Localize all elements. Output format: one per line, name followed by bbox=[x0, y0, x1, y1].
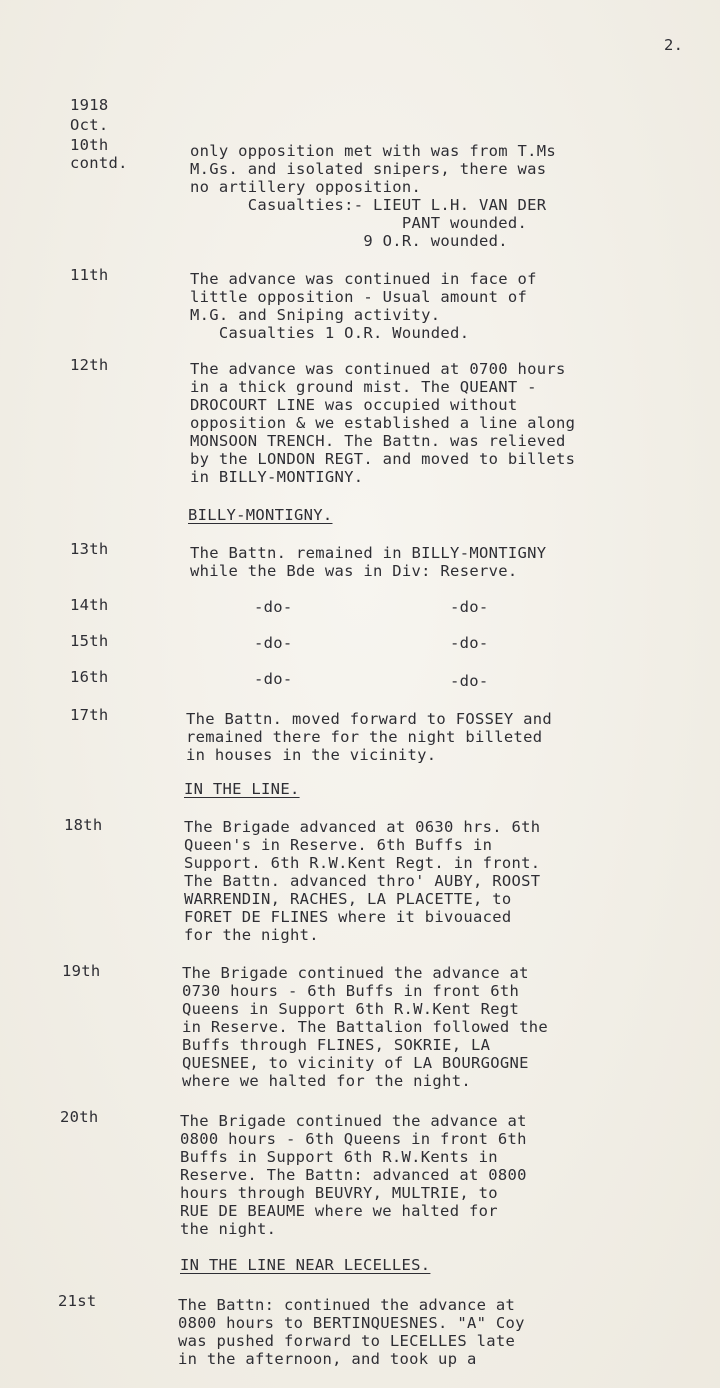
entry-line: in BILLY-MONTIGNY. bbox=[190, 468, 364, 486]
entry-line: PANT wounded. bbox=[190, 214, 528, 232]
ditto-mark: -do- bbox=[450, 634, 489, 652]
entry-line: M.G. and Sniping activity. bbox=[190, 306, 441, 324]
ditto-mark: -do- bbox=[254, 670, 293, 688]
entry-line: The Brigade continued the advance at bbox=[180, 1112, 527, 1130]
entry-line: Casualties:- LIEUT L.H. VAN DER bbox=[190, 196, 547, 214]
entry-line: RUE DE BEAUME where we halted for bbox=[180, 1202, 498, 1220]
date-year: 1918 bbox=[70, 96, 109, 114]
entry-line: The Battn. advanced thro' AUBY, ROOST bbox=[184, 872, 541, 890]
entry-day: 13th bbox=[70, 540, 109, 558]
entry-line: WARRENDIN, RACHES, LA PLACETTE, to bbox=[184, 890, 512, 908]
entry-day: 14th bbox=[70, 596, 109, 614]
entry-line: by the LONDON REGT. and moved to billets bbox=[190, 450, 576, 468]
entry-line: Reserve. The Battn: advanced at 0800 bbox=[180, 1166, 527, 1184]
entry-line: in houses in the vicinity. bbox=[186, 746, 437, 764]
entry-day: 17th bbox=[70, 706, 109, 724]
entry-day: 12th bbox=[70, 356, 109, 374]
entry-line: 0730 hours - 6th Buffs in front 6th bbox=[182, 982, 520, 1000]
entry-line: was pushed forward to LECELLES late bbox=[178, 1332, 516, 1350]
entry-line: Casualties 1 O.R. Wounded. bbox=[190, 324, 470, 342]
entry-line: for the night. bbox=[184, 926, 319, 944]
entry-line: Queens in Support 6th R.W.Kent Regt bbox=[182, 1000, 520, 1018]
entry-line: The advance was continued in face of bbox=[190, 270, 537, 288]
entry-line: Support. 6th R.W.Kent Regt. in front. bbox=[184, 854, 541, 872]
entry-line: Buffs in Support 6th R.W.Kents in bbox=[180, 1148, 498, 1166]
entry-day: 21st bbox=[58, 1292, 97, 1310]
entry-line: 0800 hours - 6th Queens in front 6th bbox=[180, 1130, 527, 1148]
entry-day: 19th bbox=[62, 962, 101, 980]
entry-line: 9 O.R. wounded. bbox=[190, 232, 508, 250]
entry-line: 0800 hours to BERTINQUESNES. "A" Coy bbox=[178, 1314, 525, 1332]
entry-line: The Battn: continued the advance at bbox=[178, 1296, 516, 1314]
ditto-mark: -do- bbox=[450, 672, 489, 690]
entry-line: QUESNEE, to vicinity of LA BOURGOGNE bbox=[182, 1054, 529, 1072]
page-number: 2. bbox=[664, 36, 684, 54]
entry-line: no artillery opposition. bbox=[190, 178, 422, 196]
section-heading: IN THE LINE. bbox=[184, 780, 300, 798]
entry-line: Buffs through FLINES, SOKRIE, LA bbox=[182, 1036, 491, 1054]
entry-line: The Battn. moved forward to FOSSEY and bbox=[186, 710, 553, 728]
ditto-mark: -do- bbox=[450, 598, 489, 616]
entry-line: The advance was continued at 0700 hours bbox=[190, 360, 566, 378]
entry-line: FORET DE FLINES where it bivouaced bbox=[184, 908, 512, 926]
ditto-mark: -do- bbox=[254, 634, 293, 652]
entry-line: M.Gs. and isolated snipers, there was bbox=[190, 160, 547, 178]
section-heading: IN THE LINE NEAR LECELLES. bbox=[180, 1256, 431, 1274]
ditto-mark: -do- bbox=[254, 598, 293, 616]
entry-line: The Battn. remained in BILLY-MONTIGNY bbox=[190, 544, 547, 562]
entry-line: MONSOON TRENCH. The Battn. was relieved bbox=[190, 432, 566, 450]
entry-line: the night. bbox=[180, 1220, 277, 1238]
entry-line: Queen's in Reserve. 6th Buffs in bbox=[184, 836, 493, 854]
entry-day: 15th bbox=[70, 632, 109, 650]
date-month: Oct. bbox=[70, 116, 109, 134]
entry-line: remained there for the night billeted bbox=[186, 728, 543, 746]
entry-line: where we halted for the night. bbox=[182, 1072, 471, 1090]
entry-line: DROCOURT LINE was occupied without bbox=[190, 396, 518, 414]
entry-line: hours through BEUVRY, MULTRIE, to bbox=[180, 1184, 498, 1202]
entry-day: 20th bbox=[60, 1108, 99, 1126]
entry-line: opposition & we established a line along bbox=[190, 414, 576, 432]
entry-line: in the afternoon, and took up a bbox=[178, 1350, 477, 1368]
entry-line: in a thick ground mist. The QUEANT - bbox=[190, 378, 537, 396]
entry-day: 18th bbox=[64, 816, 103, 834]
date-contd: contd. bbox=[70, 154, 128, 172]
date-day-10th: 10th bbox=[70, 136, 109, 154]
entry-line: little opposition - Usual amount of bbox=[190, 288, 528, 306]
entry-line: only opposition met with was from T.Ms bbox=[190, 142, 557, 160]
entry-line: The Brigade advanced at 0630 hrs. 6th bbox=[184, 818, 541, 836]
entry-line: while the Bde was in Div: Reserve. bbox=[190, 562, 518, 580]
entry-line: in Reserve. The Battalion followed the bbox=[182, 1018, 549, 1036]
entry-day: 11th bbox=[70, 266, 109, 284]
section-heading: BILLY-MONTIGNY. bbox=[188, 506, 333, 524]
entry-line: The Brigade continued the advance at bbox=[182, 964, 529, 982]
entry-day: 16th bbox=[70, 668, 109, 686]
